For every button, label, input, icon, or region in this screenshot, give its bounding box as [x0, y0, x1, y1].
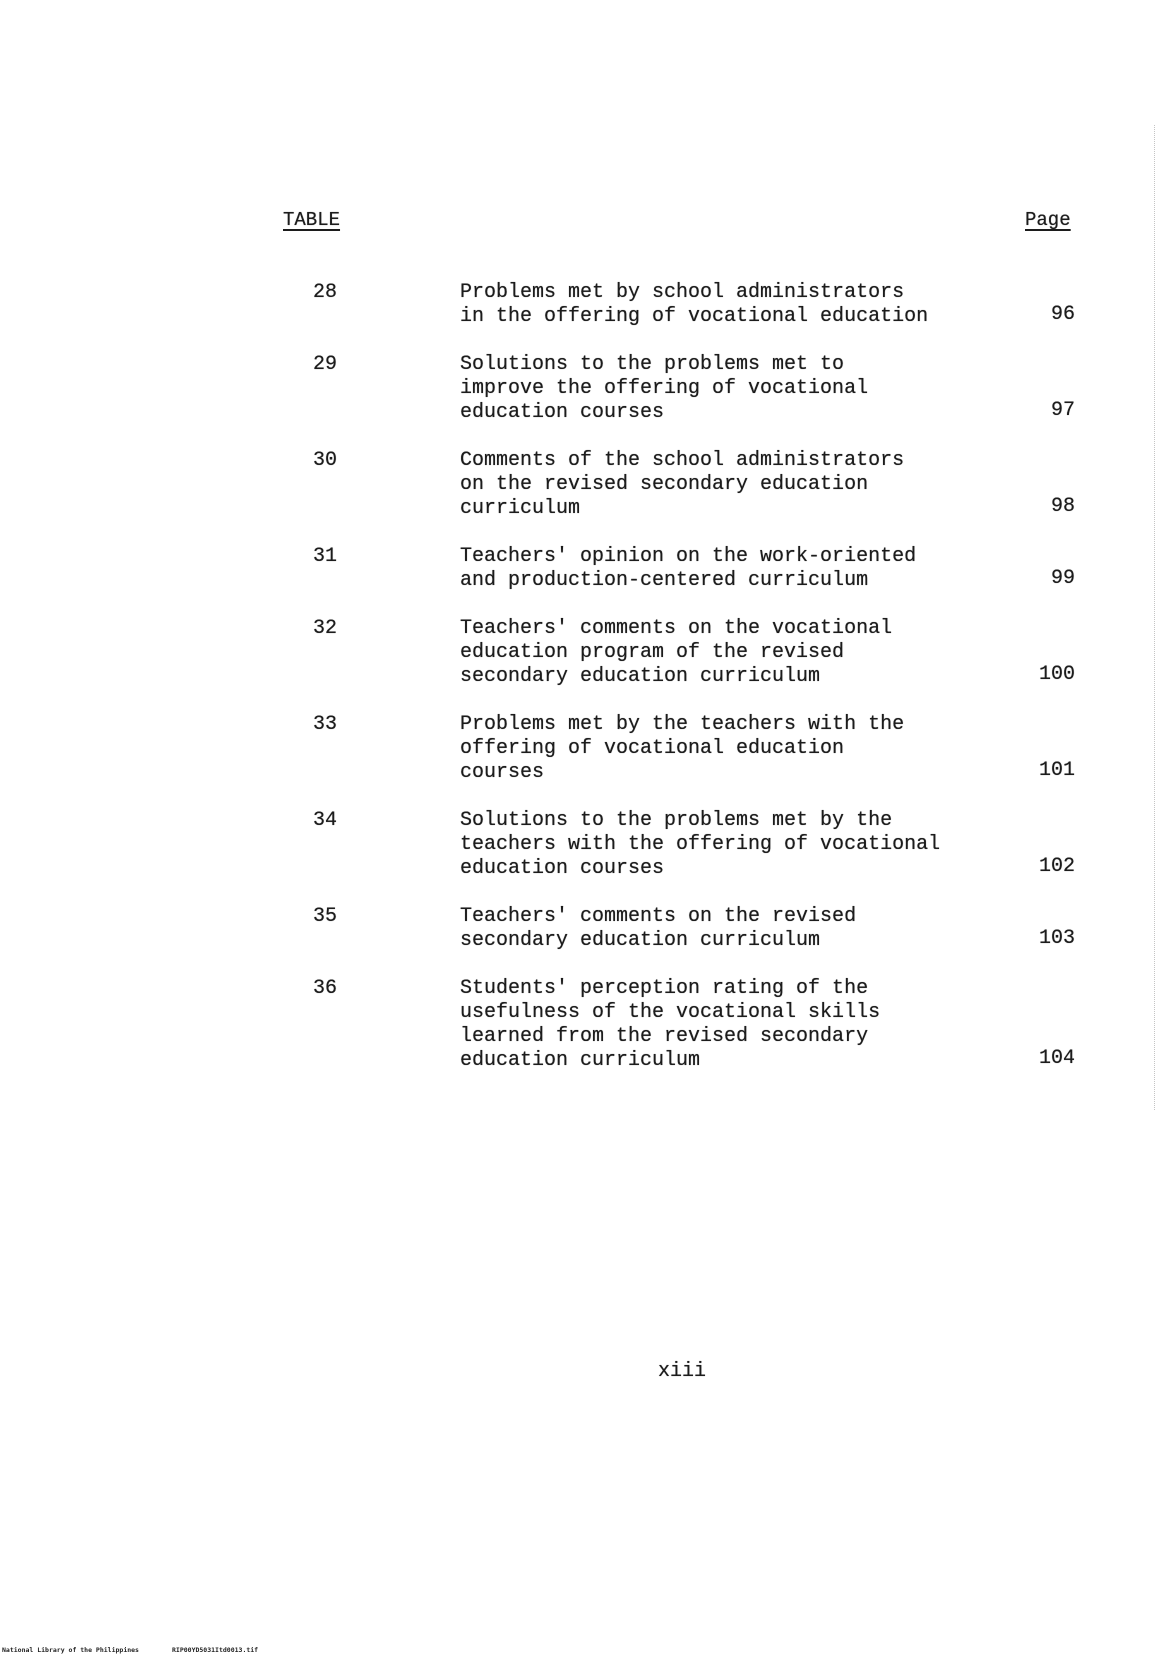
table-title-line: Comments of the school administrators — [460, 449, 905, 472]
table-entry-32 — [313, 617, 1075, 689]
table-number: 29 — [313, 353, 338, 376]
page-number: 104 — [1038, 1047, 1075, 1070]
table-title — [460, 617, 1005, 689]
table-title — [460, 545, 1005, 593]
table-number: 28 — [313, 281, 338, 304]
table-title-line: Solutions to the problems met by the — [460, 809, 893, 832]
table-entry-35 — [313, 905, 1075, 953]
table-title — [460, 809, 1005, 881]
page-number: 102 — [1038, 855, 1075, 878]
table-number: 32 — [313, 617, 338, 640]
table-title-line: education program of the revised — [460, 641, 845, 664]
table-title — [460, 905, 1005, 953]
list-of-tables — [313, 281, 1075, 1073]
page-number: 99 — [1050, 567, 1075, 590]
table-title-line: courses — [460, 761, 545, 784]
table-number: 34 — [313, 809, 338, 832]
table-title — [460, 281, 1005, 329]
table-entry-31 — [313, 545, 1075, 593]
table-title-line: and production-centered curriculum — [460, 569, 869, 592]
table-title — [460, 449, 1005, 521]
table-title-line: education courses — [460, 401, 665, 424]
table-title-line: Teachers' opinion on the work-oriented — [460, 545, 917, 568]
table-title-line: offering of vocational education — [460, 737, 845, 760]
table-number: 30 — [313, 449, 338, 472]
table-entry-28 — [313, 281, 1075, 329]
page-number: 103 — [1038, 927, 1075, 950]
page-column-heading: Page — [1025, 209, 1071, 231]
page-number: 98 — [1050, 495, 1075, 518]
table-title-line: education curriculum — [460, 1049, 701, 1072]
table-title — [460, 977, 1005, 1073]
page-number: 97 — [1050, 399, 1075, 422]
table-title-line: in the offering of vocational education — [460, 305, 929, 328]
table-title-line: Students' perception rating of the — [460, 977, 869, 1000]
table-number: 36 — [313, 977, 338, 1000]
table-title-line: learned from the revised secondary — [460, 1025, 869, 1048]
page-number: 96 — [1050, 303, 1075, 326]
roman-page-number: xiii — [658, 1360, 707, 1383]
table-title-line: on the revised secondary education — [460, 473, 869, 496]
page-number: 101 — [1038, 759, 1075, 782]
scan-library-credit: National Library of the Philippines — [2, 1646, 139, 1654]
table-number: 35 — [313, 905, 338, 928]
table-title-line: improve the offering of vocational — [460, 377, 869, 400]
table-title-line: Solutions to the problems met to — [460, 353, 845, 376]
table-entry-36 — [313, 977, 1075, 1073]
table-entry-34 — [313, 809, 1075, 881]
scan-edge-mark — [1154, 125, 1155, 1110]
table-title-line: secondary education curriculum — [460, 929, 821, 952]
table-title-line: usefulness of the vocational skills — [460, 1001, 881, 1024]
table-title — [460, 713, 1005, 785]
table-title-line: Teachers' comments on the vocational — [460, 617, 893, 640]
scan-filename: RIP00YD5031Itd0013.tif — [172, 1646, 259, 1654]
table-title-line: Teachers' comments on the revised — [460, 905, 857, 928]
table-title-line: teachers with the offering of vocational — [460, 833, 941, 856]
table-number: 33 — [313, 713, 338, 736]
table-title-line: curriculum — [460, 497, 581, 520]
table-entry-29 — [313, 353, 1075, 425]
table-title-line: secondary education curriculum — [460, 665, 821, 688]
table-title — [460, 353, 1005, 425]
table-title-line: education courses — [460, 857, 665, 880]
table-column-heading: TABLE — [283, 209, 341, 231]
table-entry-33 — [313, 713, 1075, 785]
table-title-line: Problems met by the teachers with the — [460, 713, 905, 736]
table-title-line: Problems met by school administrators — [460, 281, 905, 304]
table-entry-30 — [313, 449, 1075, 521]
table-number: 31 — [313, 545, 338, 568]
page-number: 100 — [1038, 663, 1075, 686]
